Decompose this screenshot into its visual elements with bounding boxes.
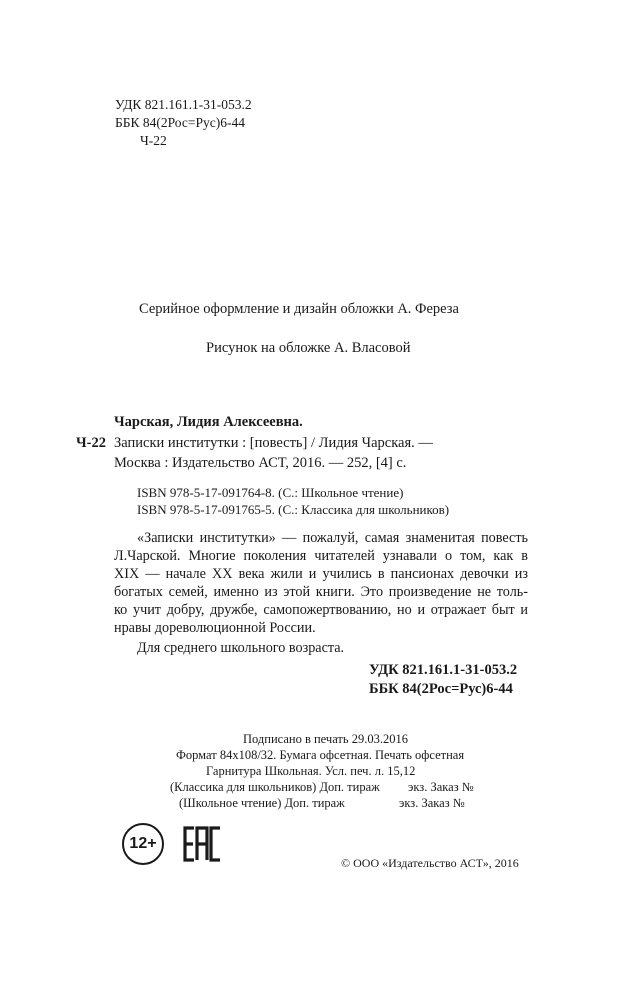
imprint-typeface: Гарнитура Школьная. Усл. печ. л. 15,12 xyxy=(206,764,416,778)
copyright-notice: © ООО «Издательство АСТ», 2016 xyxy=(341,856,519,870)
imprint-signed: Подписано в печать 29.03.2016 xyxy=(243,732,408,746)
audience-note: Для среднего школьного возраста. xyxy=(137,640,345,656)
annotation-line: Л.Чарской. Многие поколения читателей узнавали о том, как в xyxy=(114,548,528,564)
author-mark: Ч-22 xyxy=(76,435,106,451)
bottom-udk-code: УДК 821.161.1-31-053.2 xyxy=(369,662,518,678)
annotation-line: богатых семей, именно из этой книги. Это произведение не толь- xyxy=(114,584,528,600)
top-author-mark: Ч-22 xyxy=(140,133,167,148)
isbn-school-reading: ISBN 978-5-17-091764-8. (С.: Школьное чтение) xyxy=(137,485,404,500)
annotation-line: «Записки институтки» — пожалуй, самая знаменитая повесть xyxy=(137,530,528,546)
author-name: Чарская, Лидия Алексеевна. xyxy=(114,414,303,430)
cover-drawing-credit: Рисунок на обложке А. Власовой xyxy=(206,340,411,356)
imprint-reprint-classics: (Классика для школьников) Доп. тираж xyxy=(170,780,380,794)
imprint-reprint-school: (Школьное чтение) Доп. тираж xyxy=(179,796,345,810)
imprint-reprint-school-order: экз. Заказ № xyxy=(399,796,465,810)
annotation-line: нравы дореволюционной России. xyxy=(114,620,316,636)
bottom-bbk-code: ББК 84(2Рос=Рус)6-44 xyxy=(369,681,513,697)
top-udk-code: УДК 821.161.1-31-053.2 xyxy=(115,97,252,112)
isbn-classics: ISBN 978-5-17-091765-5. (С.: Классика для школьников) xyxy=(137,502,450,517)
imprint-reprint-classics-order: экз. Заказ № xyxy=(408,780,474,794)
annotation-line: ко учит добру, дружбе, самопожертвованию, но и отражает быт и xyxy=(114,602,528,618)
publication-line: Москва : Издательство АСТ, 2016. — 252, [4] с. xyxy=(114,455,407,471)
top-bbk-code: ББК 84(2Рос=Рус)6-44 xyxy=(115,115,245,130)
eac-mark-icon xyxy=(183,824,223,864)
age-rating-badge xyxy=(122,823,164,865)
series-design-credit: Серийное оформление и дизайн обложки А. Фереза xyxy=(139,301,459,317)
annotation-line: XIX — начале XX века жили и учились в пансионах девочки из xyxy=(114,566,528,582)
age-rating-label: 12+ xyxy=(129,835,157,852)
title-line: Записки институтки : [повесть] / Лидия Чарская. — xyxy=(114,435,433,451)
imprint-format: Формат 84x108/32. Бумага офсетная. Печать офсетная xyxy=(176,748,465,762)
